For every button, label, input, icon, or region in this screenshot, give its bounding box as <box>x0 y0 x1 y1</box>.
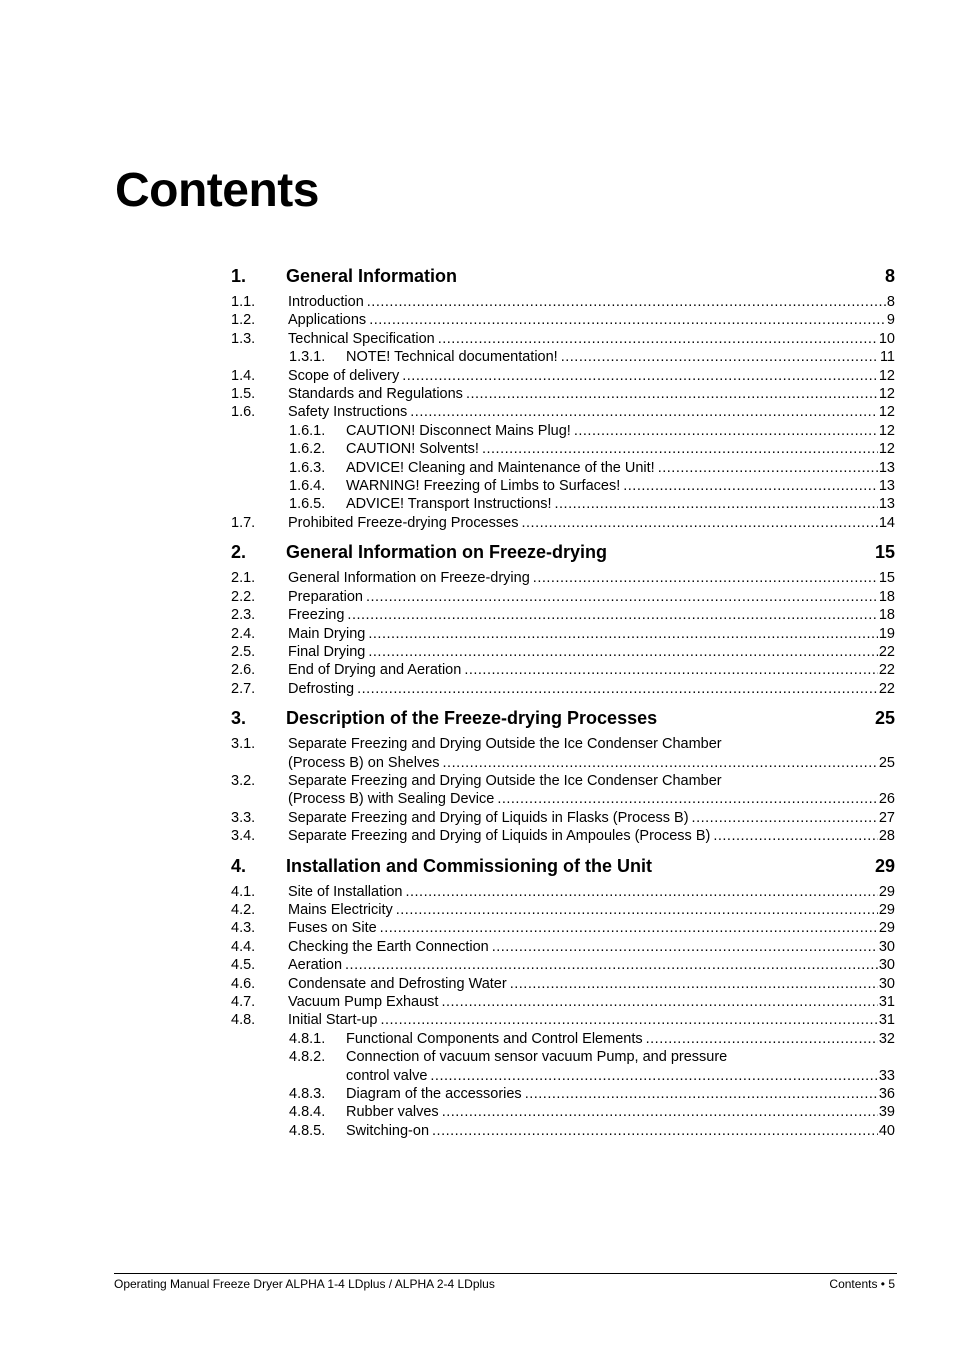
toc-entry-body <box>288 569 895 587</box>
toc-section-entry[interactable] <box>231 956 895 974</box>
toc-entry-number: 1.6.1. <box>289 422 326 439</box>
toc-entry-number: 4.8.1. <box>289 1030 326 1047</box>
toc-section-entry[interactable] <box>231 514 895 532</box>
toc-entry-body <box>288 385 895 403</box>
toc-entry-title: Initial Start-up <box>288 1012 378 1029</box>
toc-entry-number: 4.7. <box>231 994 256 1010</box>
toc-entry-number: 3.2. <box>231 772 256 789</box>
toc-section-entry[interactable] <box>231 643 895 661</box>
toc-entry-title: Rubber valves <box>346 1104 439 1121</box>
toc-entry-body <box>288 606 895 624</box>
toc-entry-page: 31 <box>878 1012 895 1029</box>
toc-entry-title: CAUTION! Disconnect Mains Plug! <box>346 422 571 439</box>
toc-entry-title: NOTE! Technical documentation! <box>346 349 558 366</box>
toc-entry-line <box>346 459 895 477</box>
toc-entry-body <box>346 477 895 495</box>
toc-entry-line <box>288 385 895 403</box>
toc-entry-body <box>288 919 895 937</box>
toc-entry-number: 2.1. <box>231 570 256 587</box>
toc-entry-page: 12 <box>878 386 895 403</box>
toc-entry-body <box>288 809 895 827</box>
toc-entry-list <box>231 735 895 845</box>
toc-entry-line <box>288 367 895 385</box>
toc-entry-title: control valve <box>346 1067 428 1084</box>
toc-entry-page: 14 <box>878 514 895 531</box>
dot-leader <box>410 403 878 421</box>
toc-entry-line <box>346 440 895 458</box>
toc-entry-body <box>288 293 895 311</box>
toc-section-entry[interactable] <box>231 827 895 845</box>
toc-entry-body <box>346 1048 895 1085</box>
toc-entry-title: Preparation <box>288 588 363 605</box>
toc-subsection-entry[interactable] <box>231 1030 895 1048</box>
toc-entry-number: 4.8.3. <box>289 1086 326 1103</box>
toc-entry-page: 39 <box>878 1104 895 1121</box>
toc-entry-number: 1.3.1. <box>289 349 326 366</box>
toc-entry-body <box>346 1103 895 1121</box>
page-title: Contents <box>115 164 319 217</box>
toc-entry-number: 3.4. <box>231 828 256 845</box>
toc-entry-page: 12 <box>878 441 895 458</box>
toc-entry-number: 1.1. <box>231 294 256 310</box>
toc-entry-body <box>288 993 895 1011</box>
toc-chapter-number: 3. <box>231 708 247 729</box>
toc-subsection-entry[interactable] <box>231 440 895 458</box>
toc-subsection-entry[interactable] <box>231 1085 895 1103</box>
footer-page-label: Contents • 5 <box>829 1277 895 1291</box>
toc-entry-body <box>288 367 895 385</box>
dot-leader <box>357 680 878 698</box>
toc-entry-body <box>288 901 895 919</box>
toc-entry-title: Separate Freezing and Drying of Liquids in Flasks (Process B) <box>288 809 689 826</box>
toc-entry-number: 2.3. <box>231 607 256 624</box>
toc-entry-title: Separate Freezing and Drying of Liquids in Ampoules (Process B) <box>288 828 711 845</box>
toc-entry-page: 13 <box>878 496 895 513</box>
toc-entry-body <box>288 975 895 993</box>
toc-entry-page: 29 <box>878 883 895 900</box>
toc-entry-number: 1.4. <box>231 367 256 384</box>
toc-entry-number: 4.8.4. <box>289 1104 326 1121</box>
toc-entry-page: 32 <box>878 1030 895 1047</box>
toc-section-entry[interactable] <box>231 367 895 385</box>
table-of-contents <box>231 264 895 1148</box>
toc-entry-line <box>288 661 895 679</box>
dot-leader <box>466 385 878 403</box>
toc-subsection-entry[interactable] <box>231 1103 895 1121</box>
toc-entry-title: Safety Instructions <box>288 404 408 421</box>
toc-section-entry[interactable] <box>231 938 895 956</box>
toc-entry-line <box>346 422 895 440</box>
toc-section-entry[interactable] <box>231 606 895 624</box>
toc-entry-body <box>288 588 895 606</box>
toc-entry-page: 22 <box>878 662 895 679</box>
dot-leader <box>482 440 878 458</box>
toc-entry-line <box>288 1011 895 1029</box>
toc-entry-number: 1.2. <box>231 312 256 329</box>
toc-entry-title: Diagram of the accessories <box>346 1086 522 1103</box>
toc-section-entry[interactable] <box>231 735 895 772</box>
toc-entry-line <box>288 625 895 643</box>
toc-chapter <box>231 706 895 845</box>
dot-leader <box>402 367 878 385</box>
toc-entry-number: 1.6.4. <box>289 478 326 495</box>
toc-entry-page: 40 <box>878 1122 895 1139</box>
toc-chapter-page: 15 <box>874 542 895 563</box>
toc-entry-page: 22 <box>878 680 895 697</box>
toc-entry-number: 1.6.3. <box>289 459 326 476</box>
toc-section-entry[interactable] <box>231 901 895 919</box>
toc-subsection-entry[interactable] <box>231 422 895 440</box>
toc-entry-body <box>346 1122 895 1140</box>
toc-entry-page: 10 <box>878 330 895 347</box>
toc-entry-number: 3.1. <box>231 736 256 753</box>
toc-section-entry[interactable] <box>231 625 895 643</box>
toc-chapter-page: 8 <box>884 266 895 286</box>
toc-entry-title: Technical Specification <box>288 330 435 347</box>
toc-chapter-page: 25 <box>874 708 895 729</box>
toc-entry-list <box>231 883 895 1141</box>
toc-section-entry[interactable] <box>231 975 895 993</box>
toc-entry-line <box>288 919 895 937</box>
toc-section-entry[interactable] <box>231 680 895 698</box>
toc-entry-body <box>346 422 895 440</box>
toc-entry-number: 4.6. <box>231 975 256 992</box>
toc-entry-body <box>288 514 895 532</box>
toc-entry-title: Condensate and Defrosting Water <box>288 975 507 992</box>
toc-entry-page: 11 <box>879 349 895 366</box>
toc-section-entry[interactable] <box>231 588 895 606</box>
dot-leader <box>438 330 878 348</box>
toc-entry-body <box>346 348 895 366</box>
toc-entry-title: Checking the Earth Connection <box>288 938 489 955</box>
toc-entry-line <box>346 1122 895 1140</box>
toc-entry-page: 22 <box>878 643 895 660</box>
toc-section-entry[interactable] <box>231 293 895 311</box>
toc-entry-body <box>288 938 895 956</box>
toc-entry-page: 31 <box>878 994 895 1010</box>
dot-leader <box>522 514 878 532</box>
toc-entry-line <box>288 993 895 1011</box>
toc-entry-body <box>288 956 895 974</box>
toc-entry-page: 30 <box>878 975 895 992</box>
dot-leader <box>658 459 878 477</box>
toc-entry-page: 12 <box>878 422 895 439</box>
toc-entry-line <box>288 883 895 901</box>
toc-entry-line <box>288 754 895 772</box>
toc-entry-title-line: Connection of vacuum sensor vacuum Pump, and pressure <box>346 1049 728 1066</box>
toc-entry-page: 12 <box>878 404 895 421</box>
toc-entry-body <box>288 643 895 661</box>
toc-entry-line <box>346 1103 895 1121</box>
toc-entry-body <box>288 661 895 679</box>
toc-entry-line <box>288 827 895 845</box>
toc-entry-page: 27 <box>878 809 895 826</box>
toc-entry-line <box>288 588 895 606</box>
toc-entry-number: 1.6.2. <box>289 441 326 458</box>
toc-entry-number: 4.8.5. <box>289 1122 326 1139</box>
toc-entry-page: 30 <box>878 938 895 955</box>
dot-leader <box>367 293 886 311</box>
toc-section-entry[interactable] <box>231 661 895 679</box>
dot-leader <box>646 1030 878 1048</box>
toc-entry-list <box>231 569 895 698</box>
toc-entry-title: Switching-on <box>346 1122 430 1139</box>
toc-entry-page: 33 <box>878 1067 895 1084</box>
toc-entry-page: 18 <box>878 607 895 624</box>
toc-entry-number: 4.8. <box>231 1012 256 1029</box>
toc-chapter-heading[interactable] <box>231 706 895 731</box>
toc-entry-line <box>288 809 895 827</box>
toc-subsection-entry[interactable] <box>231 477 895 495</box>
toc-entry-list <box>231 293 895 532</box>
toc-section-entry[interactable] <box>231 403 895 421</box>
toc-entry-page: 26 <box>878 791 895 808</box>
toc-entry-body <box>346 1085 895 1103</box>
toc-entry-number: 2.5. <box>231 643 256 660</box>
toc-entry-line <box>288 311 895 329</box>
toc-entry-title: Scope of delivery <box>288 367 400 384</box>
dot-leader <box>430 1067 877 1085</box>
toc-entry-body <box>288 1011 895 1029</box>
toc-entry-title: Site of Installation <box>288 883 403 900</box>
toc-entry-title: CAUTION! Solvents! <box>346 441 479 458</box>
toc-entry-page: 15 <box>878 570 895 587</box>
toc-entry-title: Final Drying <box>288 643 366 660</box>
toc-section-entry[interactable] <box>231 311 895 329</box>
toc-entry-title: Introduction <box>288 294 364 310</box>
toc-entry-title: Aeration <box>288 957 343 974</box>
toc-entry-body <box>288 311 895 329</box>
toc-entry-number: 2.2. <box>231 588 256 605</box>
toc-section-entry[interactable] <box>231 772 895 809</box>
toc-entry-title: Prohibited Freeze-drying Processes <box>288 514 519 531</box>
dot-leader <box>692 809 878 827</box>
dot-leader <box>492 938 878 956</box>
toc-entry-title: Mains Electricity <box>288 901 393 918</box>
toc-chapter <box>231 854 895 1141</box>
toc-entry-title-line: Separate Freezing and Drying Outside the Ice Condenser Chamber <box>288 736 722 753</box>
toc-entry-page: 25 <box>878 754 895 771</box>
toc-chapter-heading[interactable] <box>231 540 895 565</box>
toc-entry-title: End of Drying and Aeration <box>288 662 462 679</box>
dot-leader <box>464 661 878 679</box>
dot-leader <box>561 348 879 366</box>
toc-chapter-title: General Information on Freeze-drying <box>286 542 608 563</box>
toc-entry-title: WARNING! Freezing of Limbs to Surfaces! <box>346 478 621 495</box>
toc-entry-line <box>288 680 895 698</box>
toc-entry-number: 4.1. <box>231 883 256 900</box>
toc-entry-page: 8 <box>886 294 895 310</box>
toc-entry-line <box>346 1085 895 1103</box>
toc-entry-body <box>288 827 895 845</box>
toc-entry-title: Defrosting <box>288 680 355 697</box>
toc-entry-number: 3.3. <box>231 809 256 826</box>
toc-entry-page: 18 <box>878 588 895 605</box>
toc-entry-page: 19 <box>878 625 895 642</box>
toc-entry-title: Standards and Regulations <box>288 386 463 403</box>
toc-chapter-title: Installation and Commissioning of the Unit <box>286 855 653 876</box>
toc-entry-body <box>288 625 895 643</box>
toc-entry-title-line: Separate Freezing and Drying Outside the Ice Condenser Chamber <box>288 772 722 789</box>
dot-leader <box>555 495 878 513</box>
toc-entry-number: 4.2. <box>231 901 256 918</box>
toc-entry-number: 1.5. <box>231 386 256 403</box>
toc-chapter-title: Description of the Freeze-drying Processes <box>286 708 658 729</box>
toc-chapter-number: 4. <box>231 855 247 876</box>
toc-entry-line <box>288 514 895 532</box>
toc-entry-body <box>346 495 895 513</box>
toc-entry-title: Main Drying <box>288 625 366 642</box>
toc-entry-line <box>288 569 895 587</box>
toc-entry-title: (Process B) with Sealing Device <box>288 791 495 808</box>
toc-entry-number: 4.3. <box>231 920 256 937</box>
dot-leader <box>442 1103 878 1121</box>
dot-leader <box>345 956 878 974</box>
dot-leader <box>497 790 878 808</box>
toc-section-entry[interactable] <box>231 330 895 348</box>
toc-entry-number: 2.7. <box>231 680 256 697</box>
toc-entry-number: 4.8.2. <box>289 1049 326 1066</box>
toc-entry-body <box>346 440 895 458</box>
toc-entry-title: Fuses on Site <box>288 920 377 937</box>
toc-entry-line <box>288 643 895 661</box>
toc-chapter-number: 1. <box>231 266 247 286</box>
toc-entry-body <box>288 330 895 348</box>
toc-entry-line <box>288 975 895 993</box>
toc-subsection-entry[interactable] <box>231 348 895 366</box>
toc-entry-number: 1.7. <box>231 514 256 531</box>
toc-entry-page: 30 <box>878 957 895 974</box>
dot-leader <box>623 477 878 495</box>
toc-subsection-entry[interactable] <box>231 1122 895 1140</box>
toc-entry-line <box>346 1067 895 1085</box>
toc-subsection-entry[interactable] <box>231 459 895 477</box>
toc-entry-body <box>346 1030 895 1048</box>
dot-leader <box>369 311 886 329</box>
toc-section-entry[interactable] <box>231 919 895 937</box>
toc-entry-line <box>346 477 895 495</box>
toc-entry-title: ADVICE! Transport Instructions! <box>346 496 552 513</box>
toc-subsection-entry[interactable] <box>231 1048 895 1085</box>
dot-leader <box>368 643 878 661</box>
toc-entry-body <box>288 735 895 772</box>
toc-entry-page: 9 <box>886 312 895 329</box>
toc-section-entry[interactable] <box>231 1011 895 1029</box>
dot-leader <box>525 1085 878 1103</box>
toc-entry-page: 29 <box>878 901 895 918</box>
footer-document-title: Operating Manual Freeze Dryer ALPHA 1-4 LDplus / ALPHA 2-4 LDplus <box>114 1277 495 1291</box>
toc-entry-line <box>346 495 895 513</box>
dot-leader <box>533 569 878 587</box>
toc-entry-line <box>346 1030 895 1048</box>
toc-section-entry[interactable] <box>231 385 895 403</box>
toc-entry-page: 29 <box>878 920 895 937</box>
toc-entry-line <box>288 606 895 624</box>
toc-entry-line <box>288 956 895 974</box>
dot-leader <box>443 754 878 772</box>
toc-entry-body <box>346 459 895 477</box>
toc-entry-line <box>288 901 895 919</box>
toc-entry-line <box>288 330 895 348</box>
toc-subsection-entry[interactable] <box>231 495 895 513</box>
toc-entry-number: 1.6.5. <box>289 496 326 513</box>
dot-leader <box>380 1011 877 1029</box>
toc-entry-title: Freezing <box>288 607 345 624</box>
toc-section-entry[interactable] <box>231 993 895 1011</box>
page-footer <box>114 1273 897 1292</box>
toc-entry-body <box>288 772 895 809</box>
toc-chapter-title: General Information <box>286 266 458 286</box>
dot-leader <box>441 993 877 1011</box>
toc-entry-number: 2.6. <box>231 662 256 679</box>
dot-leader <box>432 1122 878 1140</box>
toc-entry-line <box>288 790 895 808</box>
toc-entry-body <box>288 403 895 421</box>
dot-leader <box>510 975 878 993</box>
toc-chapter-heading[interactable] <box>231 264 895 289</box>
toc-entry-number: 2.4. <box>231 625 256 642</box>
toc-entry-title: Functional Components and Control Elements <box>346 1030 643 1047</box>
toc-entry-number: 1.6. <box>231 404 256 421</box>
dot-leader <box>396 901 878 919</box>
toc-entry-number: 4.4. <box>231 938 256 955</box>
toc-entry-page: 12 <box>878 367 895 384</box>
toc-entry-line <box>288 938 895 956</box>
toc-entry-page: 13 <box>878 459 895 476</box>
dot-leader <box>347 606 877 624</box>
toc-entry-title: Applications <box>288 312 367 329</box>
dot-leader <box>405 883 877 901</box>
dot-leader <box>380 919 878 937</box>
toc-chapter-heading[interactable] <box>231 854 895 879</box>
toc-entry-line <box>346 348 895 366</box>
toc-entry-page: 36 <box>878 1086 895 1103</box>
dot-leader <box>713 827 878 845</box>
toc-entry-line <box>288 403 895 421</box>
toc-entry-page: 28 <box>878 828 895 845</box>
dot-leader <box>366 588 878 606</box>
dot-leader <box>574 422 878 440</box>
toc-entry-title: General Information on Freeze-drying <box>288 570 530 587</box>
toc-entry-title: (Process B) on Shelves <box>288 754 440 771</box>
toc-entry-title: Vacuum Pump Exhaust <box>288 994 439 1010</box>
toc-entry-title: ADVICE! Cleaning and Maintenance of the Unit! <box>346 459 655 476</box>
toc-entry-number: 4.5. <box>231 957 256 974</box>
toc-entry-body <box>288 680 895 698</box>
toc-chapter <box>231 264 895 532</box>
toc-section-entry[interactable] <box>231 569 895 587</box>
dot-leader <box>368 625 878 643</box>
toc-entry-number: 1.3. <box>231 330 256 347</box>
toc-section-entry[interactable] <box>231 809 895 827</box>
toc-entry-page: 13 <box>878 478 895 495</box>
toc-chapter-page: 29 <box>874 855 895 876</box>
toc-entry-body <box>288 883 895 901</box>
toc-section-entry[interactable] <box>231 883 895 901</box>
toc-chapter <box>231 540 895 698</box>
toc-entry-line <box>288 293 895 311</box>
toc-chapter-number: 2. <box>231 542 247 563</box>
